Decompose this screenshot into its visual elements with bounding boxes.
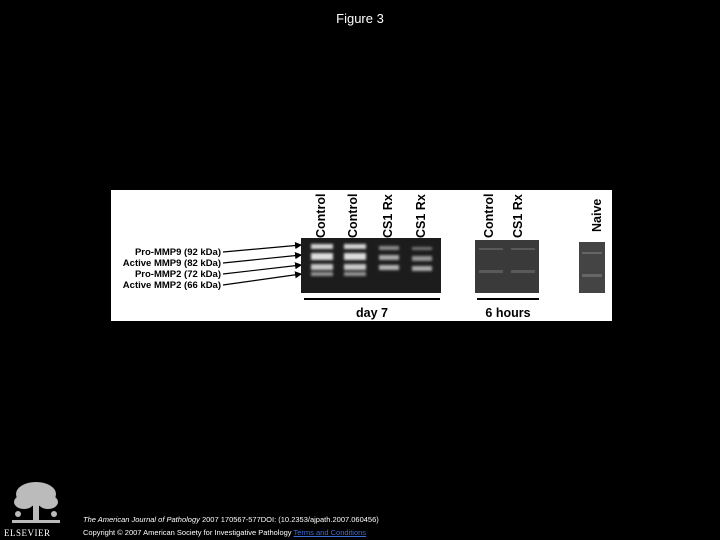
citation-details: 2007 170567-577DOI: (10.2353/ajpath.2007.060456) — [199, 515, 379, 524]
band-label-pro-mmp2: Pro-MMP2 (72 kDa) — [134, 269, 221, 280]
lane-label-5: Control — [482, 193, 496, 238]
copyright-line — [83, 528, 366, 537]
lane-label-2: Control — [346, 193, 360, 238]
band-label-pro-mmp9: Pro-MMP9 (92 kDa) — [134, 247, 221, 258]
group-label-day7: day 7 — [356, 306, 388, 320]
group-line-6hours — [477, 298, 539, 300]
terms-link[interactable]: Terms and Conditions — [293, 528, 367, 537]
gel-6hours — [475, 240, 539, 293]
lane-label-7: Naive — [590, 198, 604, 232]
citation — [83, 515, 379, 524]
lane-label-4: CS1 Rx — [414, 194, 428, 238]
journal-name: The American Journal of Pathology — [83, 515, 200, 524]
figure-title: Figure 3 — [336, 11, 384, 26]
band-label-active-mmp2: Active MMP2 (66 kDa) — [122, 280, 221, 291]
band-label-active-mmp9: Active MMP9 (82 kDa) — [122, 258, 221, 269]
gel-figure — [111, 190, 612, 321]
copyright-text: Copyright © 2007 American Society for Investigative Pathology — [83, 528, 294, 537]
lane-label-1: Control — [314, 193, 328, 238]
gel-naive — [579, 242, 605, 293]
group-label-6hours: 6 hours — [485, 306, 531, 320]
group-line-day7 — [304, 298, 440, 300]
lane-label-3: CS1 Rx — [381, 194, 395, 238]
publisher-name: ELSEVIER — [4, 528, 51, 538]
gel-day7 — [301, 238, 441, 293]
lane-label-6: CS1 Rx — [511, 194, 525, 238]
